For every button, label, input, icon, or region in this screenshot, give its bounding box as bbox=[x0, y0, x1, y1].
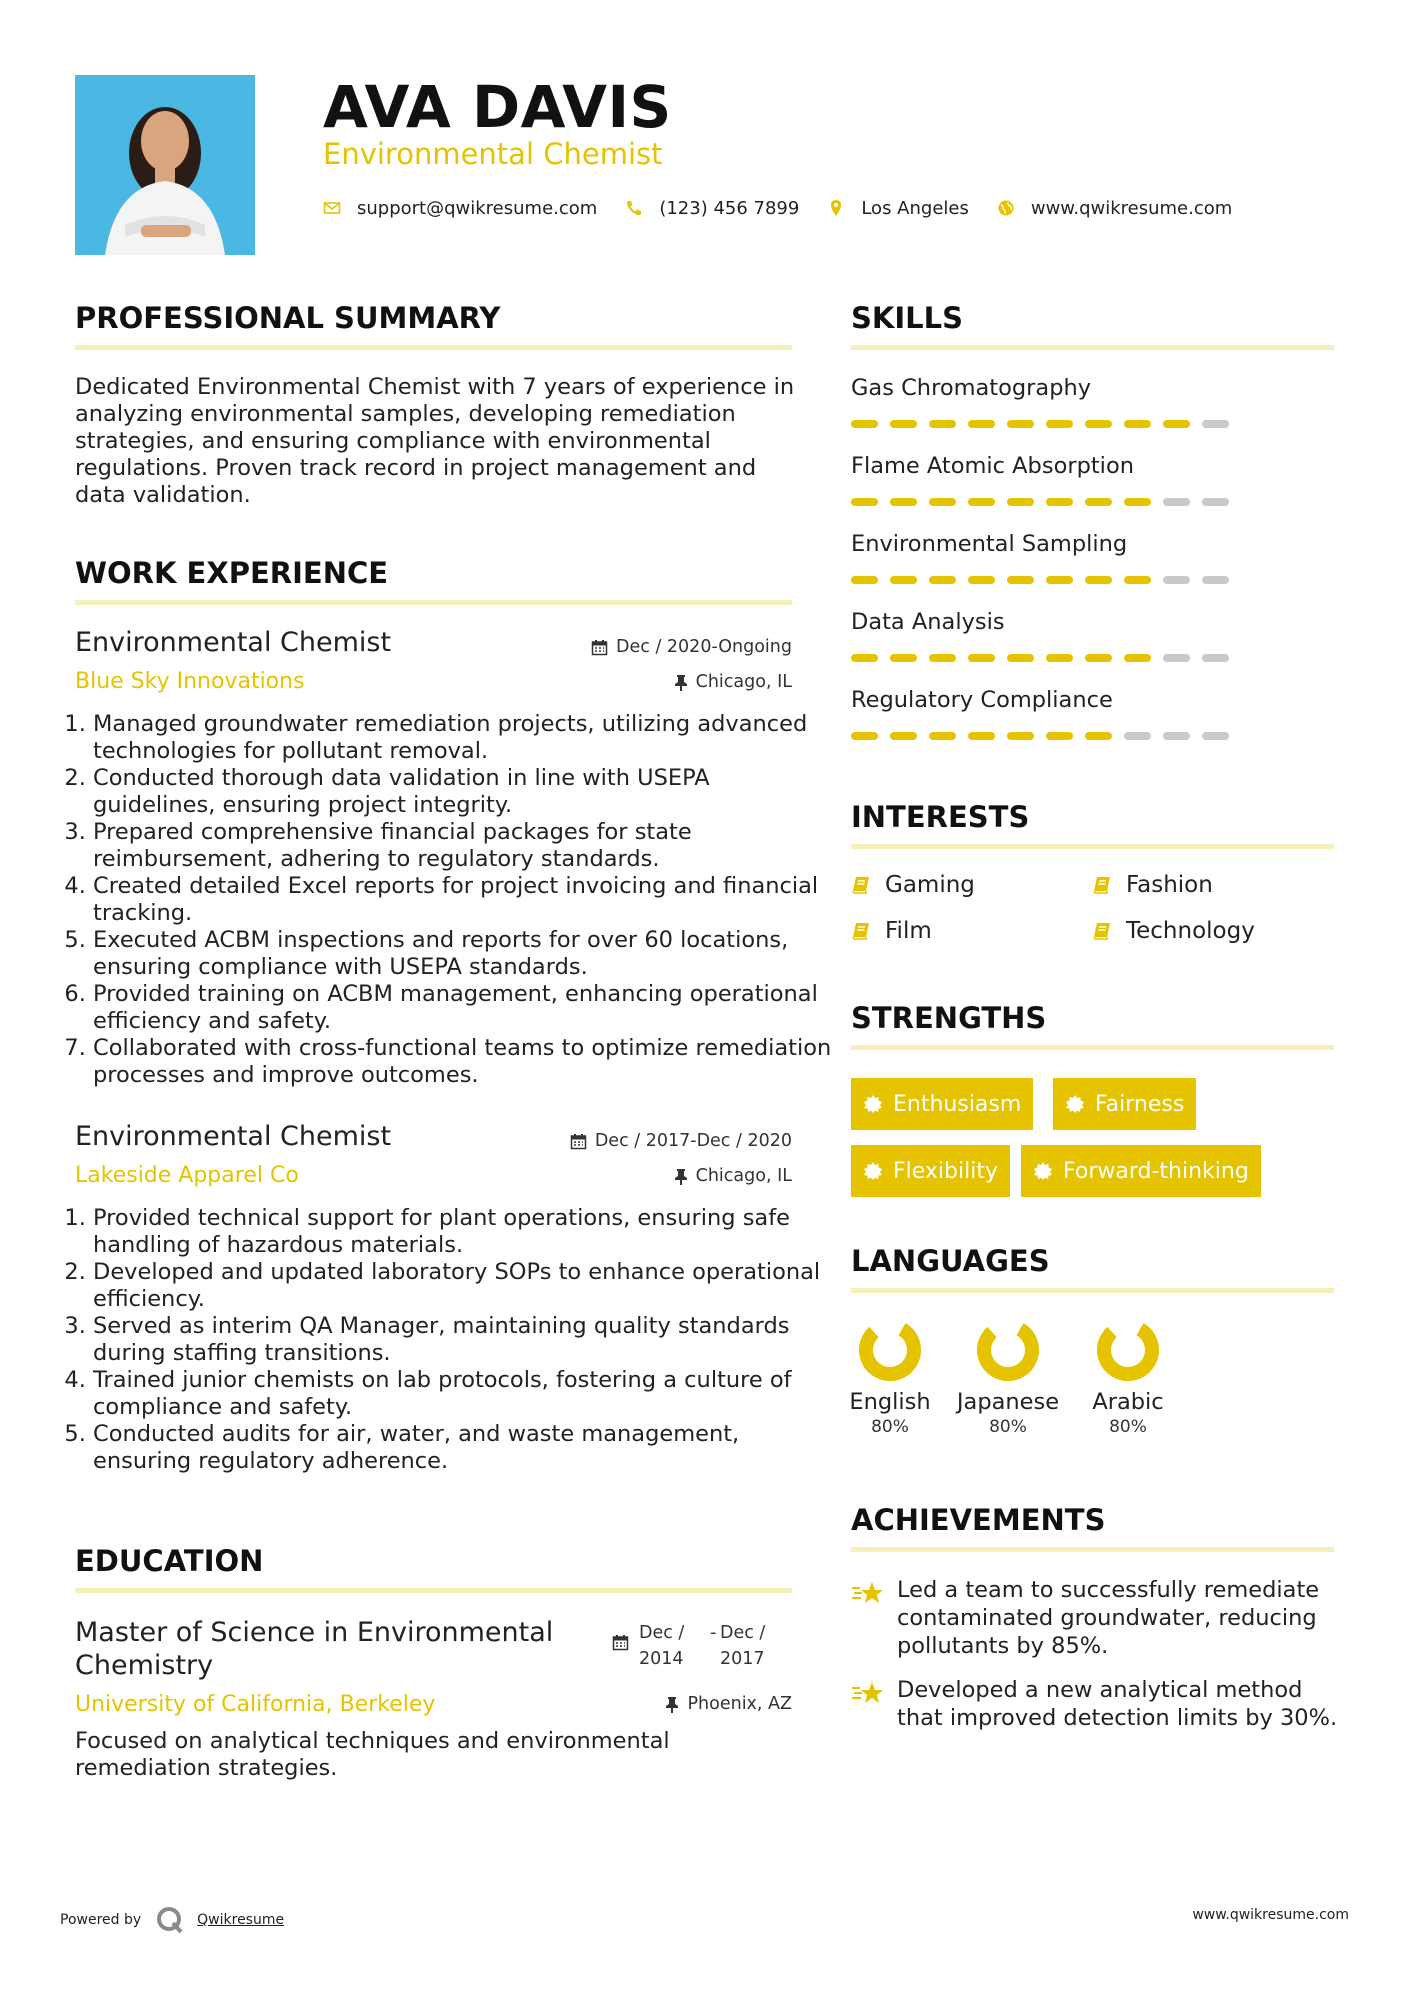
skill-level-segment bbox=[929, 732, 956, 740]
phone-icon bbox=[625, 199, 643, 217]
email-text: support@qwikresume.com bbox=[357, 197, 598, 219]
summary-rule bbox=[75, 345, 792, 350]
bullet: 2. Conducted thorough data validation in line with USEPA guidelines, ensuring project integrity. bbox=[93, 765, 833, 819]
summary-line: data validation. bbox=[75, 482, 251, 508]
profile-photo bbox=[75, 75, 255, 255]
badge-icon bbox=[863, 1094, 883, 1114]
bullet: 5. Conducted audits for air, water, and waste management, ensuring regulatory adherence. bbox=[93, 1421, 833, 1475]
skills-heading: SKILLS bbox=[851, 301, 963, 335]
skill-level-segment bbox=[1124, 498, 1151, 506]
skill-level-segment bbox=[1046, 420, 1073, 428]
skill-level-segment bbox=[1202, 654, 1229, 662]
skill-level-bar bbox=[851, 576, 1334, 584]
strengths-heading: STRENGTHS bbox=[851, 1001, 1047, 1035]
skill-name: Data Analysis bbox=[851, 609, 1005, 635]
summary-heading: PROFESSIONAL SUMMARY bbox=[75, 301, 501, 335]
skill-level-segment bbox=[968, 420, 995, 428]
skill-level-segment bbox=[1163, 732, 1190, 740]
achievements-rule bbox=[851, 1547, 1334, 1552]
education-rule bbox=[75, 1588, 792, 1593]
skill-level-segment bbox=[1046, 732, 1073, 740]
strength-tag: Forward-thinking bbox=[1021, 1145, 1261, 1197]
calendar-icon bbox=[570, 1133, 587, 1150]
language-ring bbox=[858, 1318, 922, 1382]
phone-text: (123) 456 7899 bbox=[659, 197, 800, 219]
job-company: Lakeside Apparel Co bbox=[75, 1163, 299, 1188]
language-item bbox=[1068, 1318, 1188, 1438]
skill-level-segment bbox=[929, 576, 956, 584]
language-name: Japanese bbox=[956, 1389, 1060, 1415]
interests-rule bbox=[851, 844, 1334, 849]
bullet: 5. Executed ACBM inspections and reports for over 60 locations, ensuring compliance with USEPA standards. bbox=[93, 927, 833, 981]
skill-level-segment bbox=[851, 498, 878, 506]
skill-item bbox=[851, 530, 1334, 608]
skill-level-segment bbox=[1085, 732, 1112, 740]
language-ring-arc bbox=[858, 1318, 922, 1382]
work-heading: WORK EXPERIENCE bbox=[75, 556, 389, 590]
skill-level-segment bbox=[929, 654, 956, 662]
contact-location bbox=[827, 198, 969, 219]
skill-level-segment bbox=[1124, 732, 1151, 740]
calendar-icon bbox=[591, 639, 608, 656]
skill-level-segment bbox=[890, 654, 917, 662]
edu-end: Dec / 2017 bbox=[720, 1623, 766, 1669]
skill-level-segment bbox=[890, 576, 917, 584]
website-text: www.qwikresume.com bbox=[1030, 197, 1233, 219]
bullet: 4. Created detailed Excel reports for project invoicing and financial tracking. bbox=[93, 873, 833, 927]
skill-level-segment bbox=[851, 654, 878, 662]
skill-level-segment bbox=[1046, 576, 1073, 584]
language-percent: 80% bbox=[1109, 1417, 1147, 1437]
job-company: Blue Sky Innovations bbox=[75, 669, 305, 694]
badge-icon bbox=[1065, 1094, 1085, 1114]
language-ring bbox=[976, 1318, 1040, 1382]
star-icon bbox=[851, 1580, 885, 1606]
interest-item: Fashion bbox=[1092, 872, 1213, 898]
skill-level-segment bbox=[968, 576, 995, 584]
skill-level-segment bbox=[1085, 498, 1112, 506]
degree-title: Master of Science in Environmental Chemistry bbox=[75, 1617, 554, 1681]
skill-level-segment bbox=[968, 654, 995, 662]
skill-level-segment bbox=[1046, 654, 1073, 662]
summary-text bbox=[75, 374, 805, 509]
skill-level-segment bbox=[851, 420, 878, 428]
school-name: University of California, Berkeley bbox=[75, 1692, 436, 1717]
skill-level-segment bbox=[1124, 576, 1151, 584]
skills-rule bbox=[851, 345, 1334, 350]
languages-heading: LANGUAGES bbox=[851, 1244, 1050, 1278]
language-ring-arc bbox=[1096, 1318, 1160, 1382]
contact-bar bbox=[323, 193, 1260, 223]
skill-level-segment bbox=[890, 732, 917, 740]
book-icon bbox=[851, 875, 871, 895]
skill-level-segment bbox=[1202, 498, 1229, 506]
bullet: 1. Provided technical support for plant operations, ensuring safe handling of hazardous materials. bbox=[93, 1205, 833, 1259]
strength-tag: Fairness bbox=[1053, 1078, 1196, 1130]
location-text: Los Angeles bbox=[861, 197, 969, 219]
skill-level-segment bbox=[1202, 576, 1229, 584]
skill-level-segment bbox=[1163, 576, 1190, 584]
bullet: 4. Trained junior chemists on lab protocols, fostering a culture of compliance and safety. bbox=[93, 1367, 833, 1421]
book-icon bbox=[1092, 921, 1112, 941]
education-location: Phoenix, AZ bbox=[500, 1693, 792, 1715]
strengths-rule bbox=[851, 1045, 1334, 1050]
skill-level-segment bbox=[1202, 420, 1229, 428]
bullet: 3. Served as interim QA Manager, maintaining quality standards during staffing transitions. bbox=[93, 1313, 833, 1367]
map-pin-icon bbox=[827, 199, 845, 217]
skills-list bbox=[851, 374, 1334, 764]
interest-item: Technology bbox=[1092, 918, 1255, 944]
language-name: English bbox=[849, 1389, 931, 1415]
job-bullets bbox=[49, 1205, 833, 1475]
bullet: 1. Managed groundwater remediation projects, utilizing advanced technologies for pollutant removal. bbox=[93, 711, 833, 765]
skill-level-segment bbox=[1007, 732, 1034, 740]
skill-level-segment bbox=[1007, 420, 1034, 428]
skill-level-bar bbox=[851, 498, 1334, 506]
edu-dash: - bbox=[710, 1623, 717, 1643]
skill-level-segment bbox=[1046, 498, 1073, 506]
achievement-item: Developed a new analytical method that improved detection limits by 30%. bbox=[851, 1676, 1341, 1732]
skill-level-segment bbox=[1007, 654, 1034, 662]
candidate-title: Environmental Chemist bbox=[323, 137, 663, 171]
book-icon bbox=[851, 921, 871, 941]
language-percent: 80% bbox=[871, 1417, 909, 1437]
skill-level-bar bbox=[851, 654, 1334, 662]
languages-rule bbox=[851, 1288, 1334, 1293]
summary-line: strategies, and ensuring compliance with environmental bbox=[75, 428, 711, 454]
contact-website[interactable] bbox=[997, 198, 1232, 219]
skill-name: Regulatory Compliance bbox=[851, 687, 1113, 713]
interests-heading: INTERESTS bbox=[851, 800, 1030, 834]
summary-line: Dedicated Environmental Chemist with 7 years of experience in bbox=[75, 374, 795, 400]
contact-email[interactable] bbox=[323, 198, 597, 219]
skill-level-bar bbox=[851, 732, 1334, 740]
bullet: 3. Prepared comprehensive financial packages for state reimbursement, adhering to regulatory standards. bbox=[93, 819, 833, 873]
skill-level-segment bbox=[1163, 420, 1190, 428]
skill-level-segment bbox=[1007, 576, 1034, 584]
work-rule bbox=[75, 600, 792, 605]
education-desc: Focused on analytical techniques and environmental remediation strategies. bbox=[75, 1728, 670, 1781]
candidate-name: AVA DAVIS bbox=[323, 73, 672, 141]
interest-item: Gaming bbox=[851, 872, 975, 898]
skill-level-segment bbox=[1124, 654, 1151, 662]
job-bullets bbox=[49, 711, 833, 1089]
skill-level-segment bbox=[1124, 420, 1151, 428]
language-percent: 80% bbox=[989, 1417, 1027, 1437]
skill-item bbox=[851, 374, 1334, 452]
skill-level-segment bbox=[1007, 498, 1034, 506]
skill-level-segment bbox=[890, 498, 917, 506]
edu-start: Dec / 2014 bbox=[639, 1623, 685, 1669]
strength-tag: Flexibility bbox=[851, 1145, 1010, 1197]
contact-phone[interactable] bbox=[625, 198, 799, 219]
skill-item bbox=[851, 608, 1334, 686]
globe-icon bbox=[997, 199, 1015, 217]
summary-line: regulations. Proven track record in project management and bbox=[75, 455, 757, 481]
skill-level-segment bbox=[1163, 498, 1190, 506]
language-name: Arabic bbox=[1092, 1389, 1164, 1415]
job-location: Chicago, IL bbox=[500, 671, 792, 693]
job-date: Dec / 2020-Ongoing bbox=[500, 636, 792, 658]
summary-line: analyzing environmental samples, developing remediation bbox=[75, 401, 736, 427]
skill-level-bar bbox=[851, 420, 1334, 428]
skill-level-segment bbox=[929, 498, 956, 506]
skill-item bbox=[851, 452, 1334, 530]
education-heading: EDUCATION bbox=[75, 1544, 264, 1578]
pushpin-icon bbox=[674, 674, 688, 691]
star-icon bbox=[851, 1680, 885, 1706]
job-title: Environmental Chemist bbox=[75, 627, 392, 658]
languages-list bbox=[851, 1318, 1334, 1448]
badge-icon bbox=[1033, 1161, 1053, 1181]
skill-name: Environmental Sampling bbox=[851, 531, 1128, 557]
skill-level-segment bbox=[890, 420, 917, 428]
skill-level-segment bbox=[1085, 576, 1112, 584]
qwikresume-logo-icon bbox=[155, 1905, 185, 1935]
badge-icon bbox=[863, 1161, 883, 1181]
skill-level-segment bbox=[851, 576, 878, 584]
job-date: Dec / 2017-Dec / 2020 bbox=[480, 1130, 792, 1152]
skill-level-segment bbox=[929, 420, 956, 428]
envelope-icon bbox=[323, 199, 341, 217]
footer-url[interactable]: www.qwikresume.com bbox=[1192, 1907, 1349, 1923]
achievements-heading: ACHIEVEMENTS bbox=[851, 1503, 1106, 1537]
language-item bbox=[830, 1318, 950, 1438]
skill-level-segment bbox=[968, 498, 995, 506]
footer-powered: Powered by Qwikresume bbox=[60, 1905, 284, 1935]
skill-item bbox=[851, 686, 1334, 764]
book-icon bbox=[1092, 875, 1112, 895]
skill-level-segment bbox=[1085, 420, 1112, 428]
pushpin-icon bbox=[674, 1168, 688, 1185]
bullet: 6. Provided training on ACBM management, enhancing operational efficiency and safety. bbox=[93, 981, 833, 1035]
skill-level-segment bbox=[1085, 654, 1112, 662]
achievement-item: Led a team to successfully remediate contaminated groundwater, reducing pollutants by 85%. bbox=[851, 1576, 1341, 1660]
pushpin-icon bbox=[665, 1696, 679, 1713]
skill-level-segment bbox=[1202, 732, 1229, 740]
job-location: Chicago, IL bbox=[500, 1165, 792, 1187]
strength-tag: Enthusiasm bbox=[851, 1078, 1033, 1130]
calendar-icon bbox=[612, 1634, 629, 1651]
interest-item: Film bbox=[851, 918, 932, 944]
language-ring bbox=[1096, 1318, 1160, 1382]
job-title: Environmental Chemist bbox=[75, 1121, 392, 1152]
skill-name: Flame Atomic Absorption bbox=[851, 453, 1134, 479]
skill-level-segment bbox=[968, 732, 995, 740]
skill-level-segment bbox=[851, 732, 878, 740]
language-item bbox=[948, 1318, 1068, 1438]
skill-name: Gas Chromatography bbox=[851, 375, 1092, 401]
bullet: 2. Developed and updated laboratory SOPs to enhance operational efficiency. bbox=[93, 1259, 833, 1313]
skill-level-segment bbox=[1163, 654, 1190, 662]
bullet: 7. Collaborated with cross-functional teams to optimize remediation processes and improve outcomes. bbox=[93, 1035, 833, 1089]
language-ring-arc bbox=[976, 1318, 1040, 1382]
footer-brand-link[interactable]: Qwikresume bbox=[197, 1912, 285, 1928]
